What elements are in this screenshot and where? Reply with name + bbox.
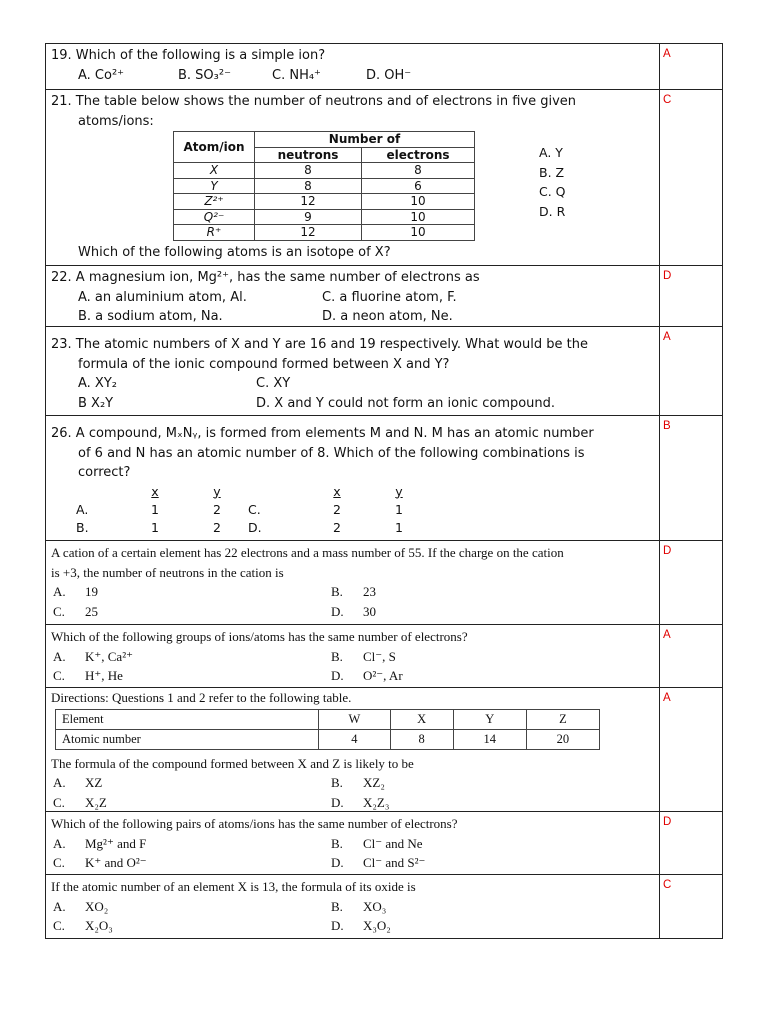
- question-row-oxide: [46, 875, 722, 938]
- option-a: A. Mg²⁺ and F: [53, 835, 147, 851]
- option-a: A. XZ: [53, 775, 103, 790]
- option-d: D. R: [539, 203, 566, 219]
- col-atom-header: Atom/ion: [174, 132, 255, 163]
- header-element: Element: [56, 709, 319, 729]
- table-row: [174, 194, 475, 210]
- question-stem-cont: formula of the ionic compound formed between X and Y?: [78, 356, 450, 372]
- options: [51, 834, 654, 873]
- cell-atom: Y: [174, 178, 255, 194]
- question-stem: 19. Which of the following is a simple ion?: [51, 48, 326, 63]
- question-stem: 26. A compound, MₓNᵧ, is formed from elements M and N. M has an atomic number: [51, 426, 594, 441]
- answer-cell: A: [663, 629, 671, 641]
- question-stem: 23. The atomic numbers of X and Y are 16 and 19 respectively. What would be the: [51, 337, 588, 352]
- option-a: A. XO₂: [53, 898, 109, 914]
- option-a: A. an aluminium atom, Al.: [78, 289, 247, 305]
- option-a: A. Y: [539, 145, 563, 160]
- option-b: B. Cl⁻, S: [331, 648, 396, 664]
- cell-w: 4: [319, 729, 390, 749]
- option-c-label: C.: [248, 501, 261, 517]
- header-y: y: [395, 483, 403, 499]
- question-stem: Which of the following pairs of atoms/ions has the same number of electrons?: [51, 816, 458, 831]
- question-row-cation: [46, 541, 722, 625]
- cell-electrons: 8: [362, 163, 475, 179]
- cell-atom: R⁺: [174, 225, 255, 241]
- answer-cell: A: [663, 48, 671, 60]
- question-stem: The formula of the compound formed between X and Z is likely to be: [51, 755, 414, 771]
- question-stem-cont: of 6 and N has an atomic number of 8. Which of the following combinations is: [78, 445, 585, 461]
- table-and-options: [173, 131, 654, 241]
- option-c-y: 1: [395, 501, 403, 517]
- option-a-x: 1: [151, 501, 159, 517]
- option-c: C. a fluorine atom, F.: [322, 289, 457, 305]
- answer-cell: C: [663, 879, 672, 891]
- question-cell: [46, 812, 660, 874]
- question-row-23: [46, 327, 722, 416]
- cell-electrons: 10: [362, 225, 475, 241]
- answer-cell: B: [663, 420, 671, 432]
- header-x: x: [151, 483, 159, 499]
- header-y: Y: [453, 709, 526, 729]
- cell-neutrons: 12: [255, 194, 362, 210]
- cell-x: 8: [390, 729, 453, 749]
- option-b: B. Cl⁻ and Ne: [331, 835, 423, 851]
- question-cell: [46, 44, 660, 89]
- table-row: [174, 209, 475, 225]
- answer-cell: A: [663, 331, 671, 343]
- col-electrons-header: electrons: [362, 147, 475, 163]
- question-row-pairs: [46, 812, 722, 875]
- cell-atom: Z²⁺: [174, 194, 255, 210]
- options: [539, 143, 566, 221]
- answer-cell: D: [663, 270, 672, 282]
- cell-electrons: 10: [362, 194, 475, 210]
- cell-neutrons: 9: [255, 209, 362, 225]
- question-row-26: [46, 416, 722, 541]
- option-a: A. XY₂: [78, 376, 117, 391]
- cell-electrons: 10: [362, 209, 475, 225]
- options: [51, 582, 654, 621]
- header-x: x: [333, 483, 341, 499]
- question-stem: A cation of a certain element has 22 electrons and a mass number of 55. If the charge on the cation: [51, 545, 564, 560]
- combination-options: [76, 483, 430, 537]
- question-stem: 21. The table below shows the number of neutrons and of electrons in five given: [51, 94, 577, 109]
- question-cell: [46, 688, 660, 811]
- cell-atom: Q²⁻: [174, 209, 255, 225]
- option-c: C. X₂Z: [53, 794, 107, 810]
- table-row: [56, 709, 600, 729]
- header-w: W: [319, 709, 390, 729]
- cell-neutrons: 8: [255, 178, 362, 194]
- cell-atom: X: [174, 163, 255, 179]
- question-prompt: Which of the following atoms is an isotope of X?: [78, 244, 391, 260]
- options: [51, 647, 654, 686]
- option-b: B. SO₃²⁻: [178, 67, 231, 83]
- option-c: C. Q: [539, 184, 566, 199]
- option-c: C. 25: [53, 603, 98, 619]
- option-b-label: B.: [76, 519, 89, 535]
- options: [51, 288, 654, 327]
- option-a: A. K⁺, Ca²⁺: [53, 648, 133, 664]
- question-stem: Which of the following groups of ions/atoms has the same number of electrons?: [51, 629, 468, 644]
- table-row: [56, 729, 600, 749]
- question-cell: [46, 875, 660, 938]
- option-a: A. Co²⁺: [78, 67, 125, 83]
- worksheet-table: [45, 43, 723, 939]
- option-c: C. NH₄⁺: [272, 67, 321, 83]
- answer-cell: A: [663, 692, 671, 704]
- options: [51, 66, 654, 86]
- table-row: [174, 178, 475, 194]
- options: [51, 374, 654, 413]
- option-a-y: 2: [213, 501, 221, 517]
- answer-cell: D: [663, 816, 672, 828]
- header-x: X: [390, 709, 453, 729]
- option-c: C. X₂O₃: [53, 918, 113, 933]
- question-stem: If the atomic number of an element X is 13, the formula of its oxide is: [51, 879, 416, 894]
- option-d: D. a neon atom, Ne.: [322, 309, 453, 324]
- col-group-header: Number of: [255, 132, 475, 148]
- option-b: B. a sodium atom, Na.: [78, 309, 223, 324]
- question-stem: 22. A magnesium ion, Mg²⁺, has the same number of electrons as: [51, 270, 480, 285]
- option-b: B. Z: [539, 164, 565, 180]
- option-b-y: 2: [213, 519, 221, 535]
- question-row-22: [46, 266, 722, 327]
- option-d: D. O²⁻, Ar: [331, 668, 403, 683]
- options: [51, 897, 654, 936]
- option-c: C. H⁺, He: [53, 668, 123, 683]
- cell-y: 14: [453, 729, 526, 749]
- question-stem-cont: is +3, the number of neutrons in the cation is: [51, 564, 284, 580]
- options: [51, 773, 654, 811]
- combination-row: [76, 519, 430, 537]
- option-a: A. 19: [53, 584, 98, 599]
- question-row-groups: [46, 625, 722, 688]
- option-d: D. Cl⁻ and S²⁻: [331, 855, 426, 870]
- question-stem-cont: correct?: [78, 465, 131, 480]
- question-row-19: [46, 44, 722, 90]
- combination-row: [76, 501, 430, 519]
- option-d: D. 30: [331, 603, 376, 619]
- option-b: B X₂Y: [78, 395, 114, 411]
- directions-text: Directions: Questions 1 and 2 refer to the following table.: [51, 690, 352, 705]
- option-a-label: A.: [76, 501, 89, 517]
- option-c-x: 2: [333, 501, 341, 517]
- option-c: C. K⁺ and O²⁻: [53, 855, 147, 870]
- cell-electrons: 6: [362, 178, 475, 194]
- question-cell: [46, 416, 660, 540]
- option-d-label: D.: [248, 519, 262, 535]
- question-cell: [46, 266, 660, 326]
- question-cell: [46, 625, 660, 687]
- option-b: B. 23: [331, 584, 376, 599]
- question-cell: [46, 90, 660, 265]
- answer-cell: C: [663, 94, 672, 106]
- header-z: Z: [526, 709, 599, 729]
- cell-neutrons: 12: [255, 225, 362, 241]
- option-d-y: 1: [395, 519, 403, 535]
- question-stem-cont: atoms/ions:: [78, 113, 154, 129]
- header-y: y: [213, 483, 221, 499]
- cell-neutrons: 8: [255, 163, 362, 179]
- question-row-21: [46, 90, 722, 266]
- question-cell: [46, 327, 660, 415]
- option-d: D. X₂Z₃: [331, 794, 390, 810]
- question-row-directions: [46, 688, 722, 812]
- option-c: C. XY: [256, 376, 291, 391]
- option-d: D. OH⁻: [366, 67, 412, 83]
- option-d-x: 2: [333, 519, 341, 535]
- answer-cell: D: [663, 545, 672, 557]
- cell-z: 20: [526, 729, 599, 749]
- question-cell: [46, 541, 660, 624]
- neutron-electron-table: [173, 131, 475, 241]
- col-neutrons-header: neutrons: [255, 147, 362, 163]
- row-label: Atomic number: [56, 729, 319, 749]
- table-row: [174, 225, 475, 241]
- element-table: [55, 709, 600, 750]
- option-d: D. X and Y could not form an ionic compound.: [256, 395, 556, 411]
- option-b: B. XZ₂: [331, 775, 385, 790]
- option-d: D. X₃O₂: [331, 918, 391, 933]
- table-row: [174, 163, 475, 179]
- option-b-x: 1: [151, 519, 159, 535]
- option-b: B. XO₃: [331, 898, 387, 914]
